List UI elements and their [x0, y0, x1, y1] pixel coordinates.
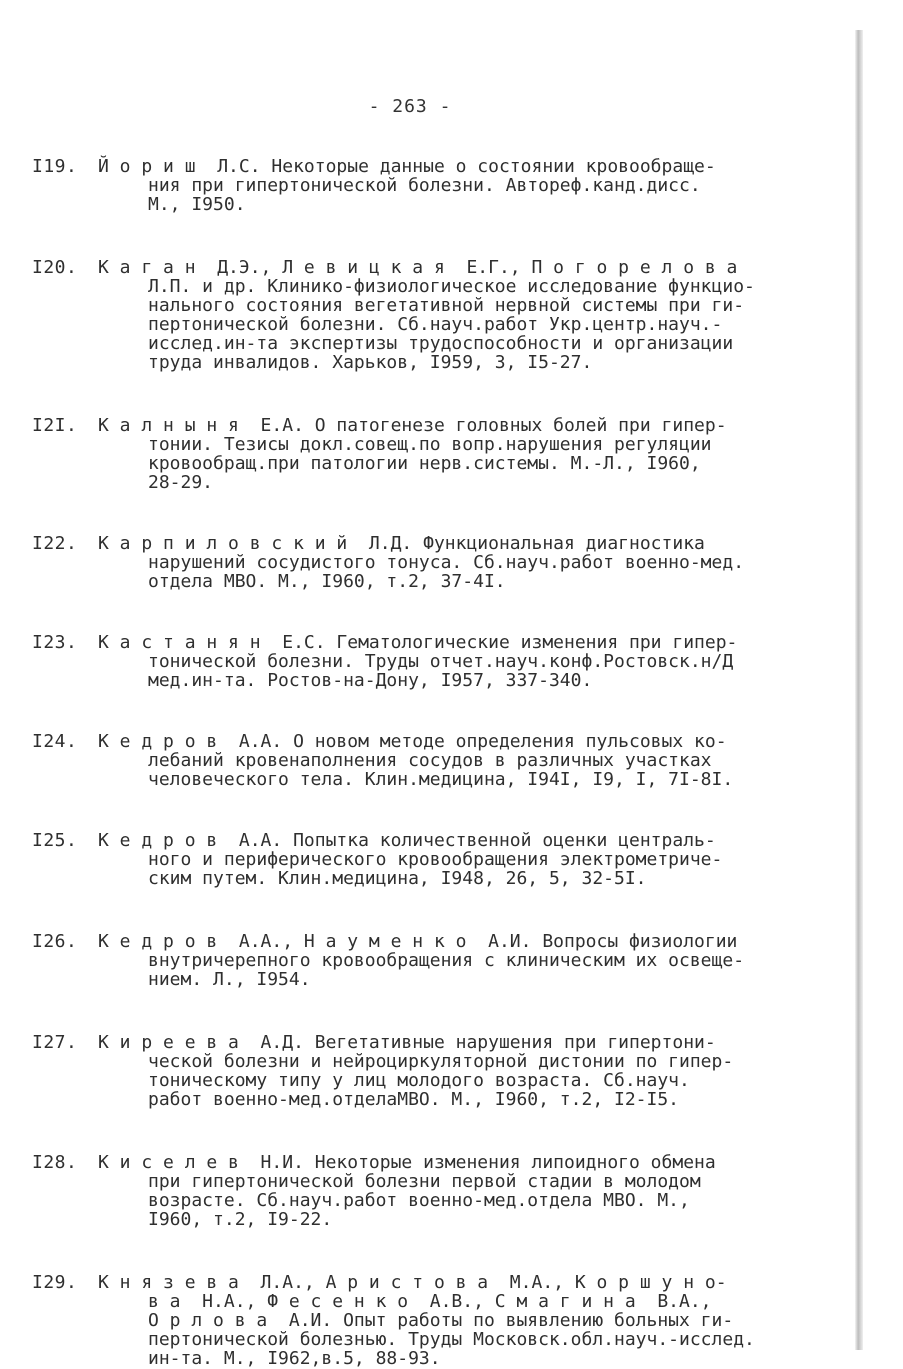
bibliography-entry — [32, 1153, 847, 1229]
entry-line: О р л о в а А.И. Опыт работы по выявлению больных ги- — [148, 1310, 734, 1331]
entry-number: I28. — [32, 1152, 78, 1173]
page-edge-shadow — [855, 30, 863, 1350]
bibliography-entry — [32, 258, 847, 372]
entry-line: К е д р о в А.А., Н а у м е н к о А.И. Вопросы физиологии — [98, 931, 738, 952]
entry-line: Й о р и ш Л.С. Некоторые данные о состоянии кровообраще- — [98, 156, 716, 177]
entry-line: возрасте. Сб.науч.работ военно-мед.отдела МВО. М., — [148, 1190, 690, 1211]
entry-line: мед.ин-та. Ростов-на-Дону, I957, 337-340. — [148, 670, 593, 691]
bibliography-entry — [32, 1033, 847, 1109]
entry-line: К и с е л е в Н.И. Некоторые изменения липоидного обмена — [98, 1152, 716, 1173]
entry-number: I26. — [32, 931, 78, 952]
bibliography-list — [32, 157, 847, 1368]
entry-line: К а с т а н я н Е.С. Гематологические изменения при гипер- — [98, 632, 738, 653]
entry-line: тонии. Тезисы докл.совещ.по вопр.нарушения регуляции — [148, 434, 712, 455]
entry-line: труда инвалидов. Харьков, I959, 3, I5-27. — [148, 352, 593, 373]
bibliography-entry — [32, 157, 847, 214]
entry-line: К н я з е в а Л.А., А р и с т о в а М.А., К о р ш у н о- — [98, 1272, 727, 1293]
entry-line: К е д р о в А.А. О новом методе определения пульсовых ко- — [98, 731, 727, 752]
entry-line: ин-та. М., I962,в.5, 88-93. — [148, 1348, 441, 1369]
entry-line: К е д р о в А.А. Попытка количественной оценки централь- — [98, 830, 716, 851]
entry-line: работ военно-мед.отделаМВО. М., I960, т.2, I2-I5. — [148, 1089, 680, 1110]
entry-line: I960, т.2, I9-22. — [148, 1209, 333, 1230]
entry-number: I23. — [32, 632, 78, 653]
entry-line: ного и периферического кровообращения электрометриче- — [148, 849, 723, 870]
entry-text — [98, 1272, 847, 1369]
entry-line: ческой болезни и нейроциркуляторной дистонии по гипер- — [148, 1051, 734, 1072]
entry-line: К а г а н Д.Э., Л е в и ц к а я Е.Г., П о г о р е л о в а — [98, 257, 738, 278]
entry-line: Л.П. и др. Клинико-физиологическое исследование функцио- — [148, 276, 755, 297]
entry-line: человеческого тела. Клин.медицина, I94I, I9, I, 7I-8I. — [148, 769, 734, 790]
entry-line: кровообращ.при патологии нерв.системы. М.-Л., I960, — [148, 453, 701, 474]
page-number: - 263 - — [368, 96, 452, 117]
entry-line: исслед.ин-та экспертизы трудоспособности и организации — [148, 333, 734, 354]
entry-line: тонической болезни. Труды отчет.науч.конф.Ростовск.н/Д — [148, 651, 734, 672]
entry-number: I19. — [32, 156, 78, 177]
entry-number: I25. — [32, 830, 78, 851]
entry-line: нарушений сосудистого тонуса. Сб.науч.работ военно-мед. — [148, 552, 745, 573]
entry-number: I29. — [32, 1272, 78, 1293]
entry-line: нием. Л., I954. — [148, 969, 311, 990]
entry-line: М., I950. — [148, 194, 246, 215]
entry-line: лебаний кровенаполнения сосудов в различных участках — [148, 750, 712, 771]
bibliography-entry — [32, 633, 847, 690]
entry-line: в а Н.А., Ф е с е н к о А.В., С м а г и н а В.А., — [148, 1291, 712, 1312]
entry-line: К а р п и л о в с к и й Л.Д. Функциональная диагностика — [98, 533, 705, 554]
bibliography-entry — [32, 932, 847, 989]
entry-line: К а л н ы н я Е.А. О патогенезе головных болей при гипер- — [98, 415, 727, 436]
entry-line: 28-29. — [148, 472, 214, 493]
entry-line: отдела МВО. М., I960, т.2, 37-4I. — [148, 571, 506, 592]
entry-line: пертонической болезнью. Труды Московск.обл.науч.-исслед. — [148, 1329, 755, 1350]
entry-number: I24. — [32, 731, 78, 752]
bibliography-entry — [32, 534, 847, 591]
entry-line: нального состояния вегетативной нервной системы при ги- — [148, 295, 745, 316]
entry-text — [98, 830, 847, 889]
bibliography-entry — [32, 732, 847, 789]
bibliography-entry — [32, 1273, 847, 1368]
entry-text — [98, 1032, 847, 1110]
entry-line: при гипертонической болезни первой стадии в молодом — [148, 1171, 701, 1192]
entry-line: тоническому типу у лиц молодого возраста. Сб.науч. — [148, 1070, 690, 1091]
entry-text — [98, 533, 847, 592]
entry-text — [98, 632, 847, 691]
bibliography-entry — [32, 831, 847, 888]
entry-number: I2I. — [32, 415, 78, 436]
bibliography-entry — [32, 416, 847, 492]
entry-line: К и р е е в а А.Д. Вегетативные нарушения при гипертони- — [98, 1032, 716, 1053]
entry-text — [98, 415, 847, 493]
entry-number: I20. — [32, 257, 78, 278]
entry-text — [98, 1152, 847, 1230]
entry-text — [98, 731, 847, 790]
entry-line: ским путем. Клин.медицина, I948, 26, 5, 32-5I. — [148, 868, 647, 889]
entry-line: пертонической болезни. Сб.науч.работ Укр.центр.науч.- — [148, 314, 723, 335]
entry-text — [98, 156, 847, 215]
entry-line: ния при гипертонической болезни. Автореф.канд.дисс. — [148, 175, 701, 196]
entry-number: I27. — [32, 1032, 78, 1053]
entry-number: I22. — [32, 533, 78, 554]
entry-text — [98, 931, 847, 990]
entry-line: внутричерепного кровообращения с клиническим их освеще- — [148, 950, 745, 971]
entry-text — [98, 257, 847, 373]
